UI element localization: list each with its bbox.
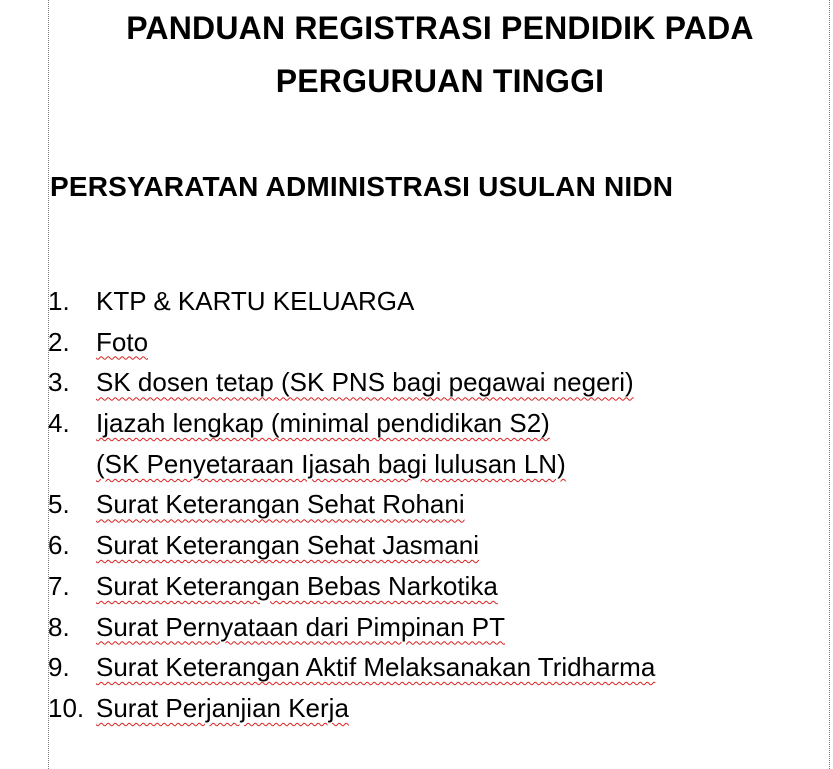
- list-item-text: Surat Perjanjian Kerja: [96, 692, 349, 723]
- list-item-number: 7.: [48, 570, 70, 601]
- list-item-text: Surat Keterangan Aktif Melaksanakan Tridharma: [96, 652, 656, 683]
- list-item-text: Surat Keterangan Bebas Narkotika: [96, 570, 498, 601]
- page-margin-guide-right: [829, 0, 830, 769]
- list-item-number: 9.: [48, 652, 70, 683]
- list-item-text: Surat Keterangan Sehat Rohani: [96, 489, 465, 520]
- list-item-text: Ijazah lengkap (minimal pendidikan S2): [96, 408, 550, 439]
- list-item-number: 3.: [48, 367, 70, 398]
- list-item-number: 2.: [48, 326, 70, 357]
- list-item-text: (SK Penyetaraan Ijasah bagi lulusan LN): [96, 448, 566, 479]
- list-item-number: 10.: [48, 692, 85, 723]
- list-item-number: 5.: [48, 489, 70, 520]
- list-item-text: SK dosen tetap (SK PNS bagi pegawai negeri): [96, 367, 634, 398]
- list-item-number: 8.: [48, 611, 70, 642]
- list-item-number: 1.: [48, 286, 70, 316]
- section-heading: PERSYARATAN ADMINISTRASI USULAN NIDN: [50, 171, 674, 202]
- document-title-line-1: PANDUAN REGISTRASI PENDIDIK PADA: [126, 10, 754, 46]
- list-item-text: KTP & KARTU KELUARGA: [96, 286, 415, 316]
- list-item-text: Surat Pernyataan dari Pimpinan PT: [96, 611, 505, 642]
- list-item-number: 4.: [48, 408, 70, 439]
- list-item-text: Surat Keterangan Sehat Jasmani: [96, 530, 480, 561]
- list-item-number: 6.: [48, 530, 70, 561]
- document-title-line-2: PERGURUAN TINGGI: [275, 63, 605, 99]
- list-item-text: Foto: [96, 326, 149, 357]
